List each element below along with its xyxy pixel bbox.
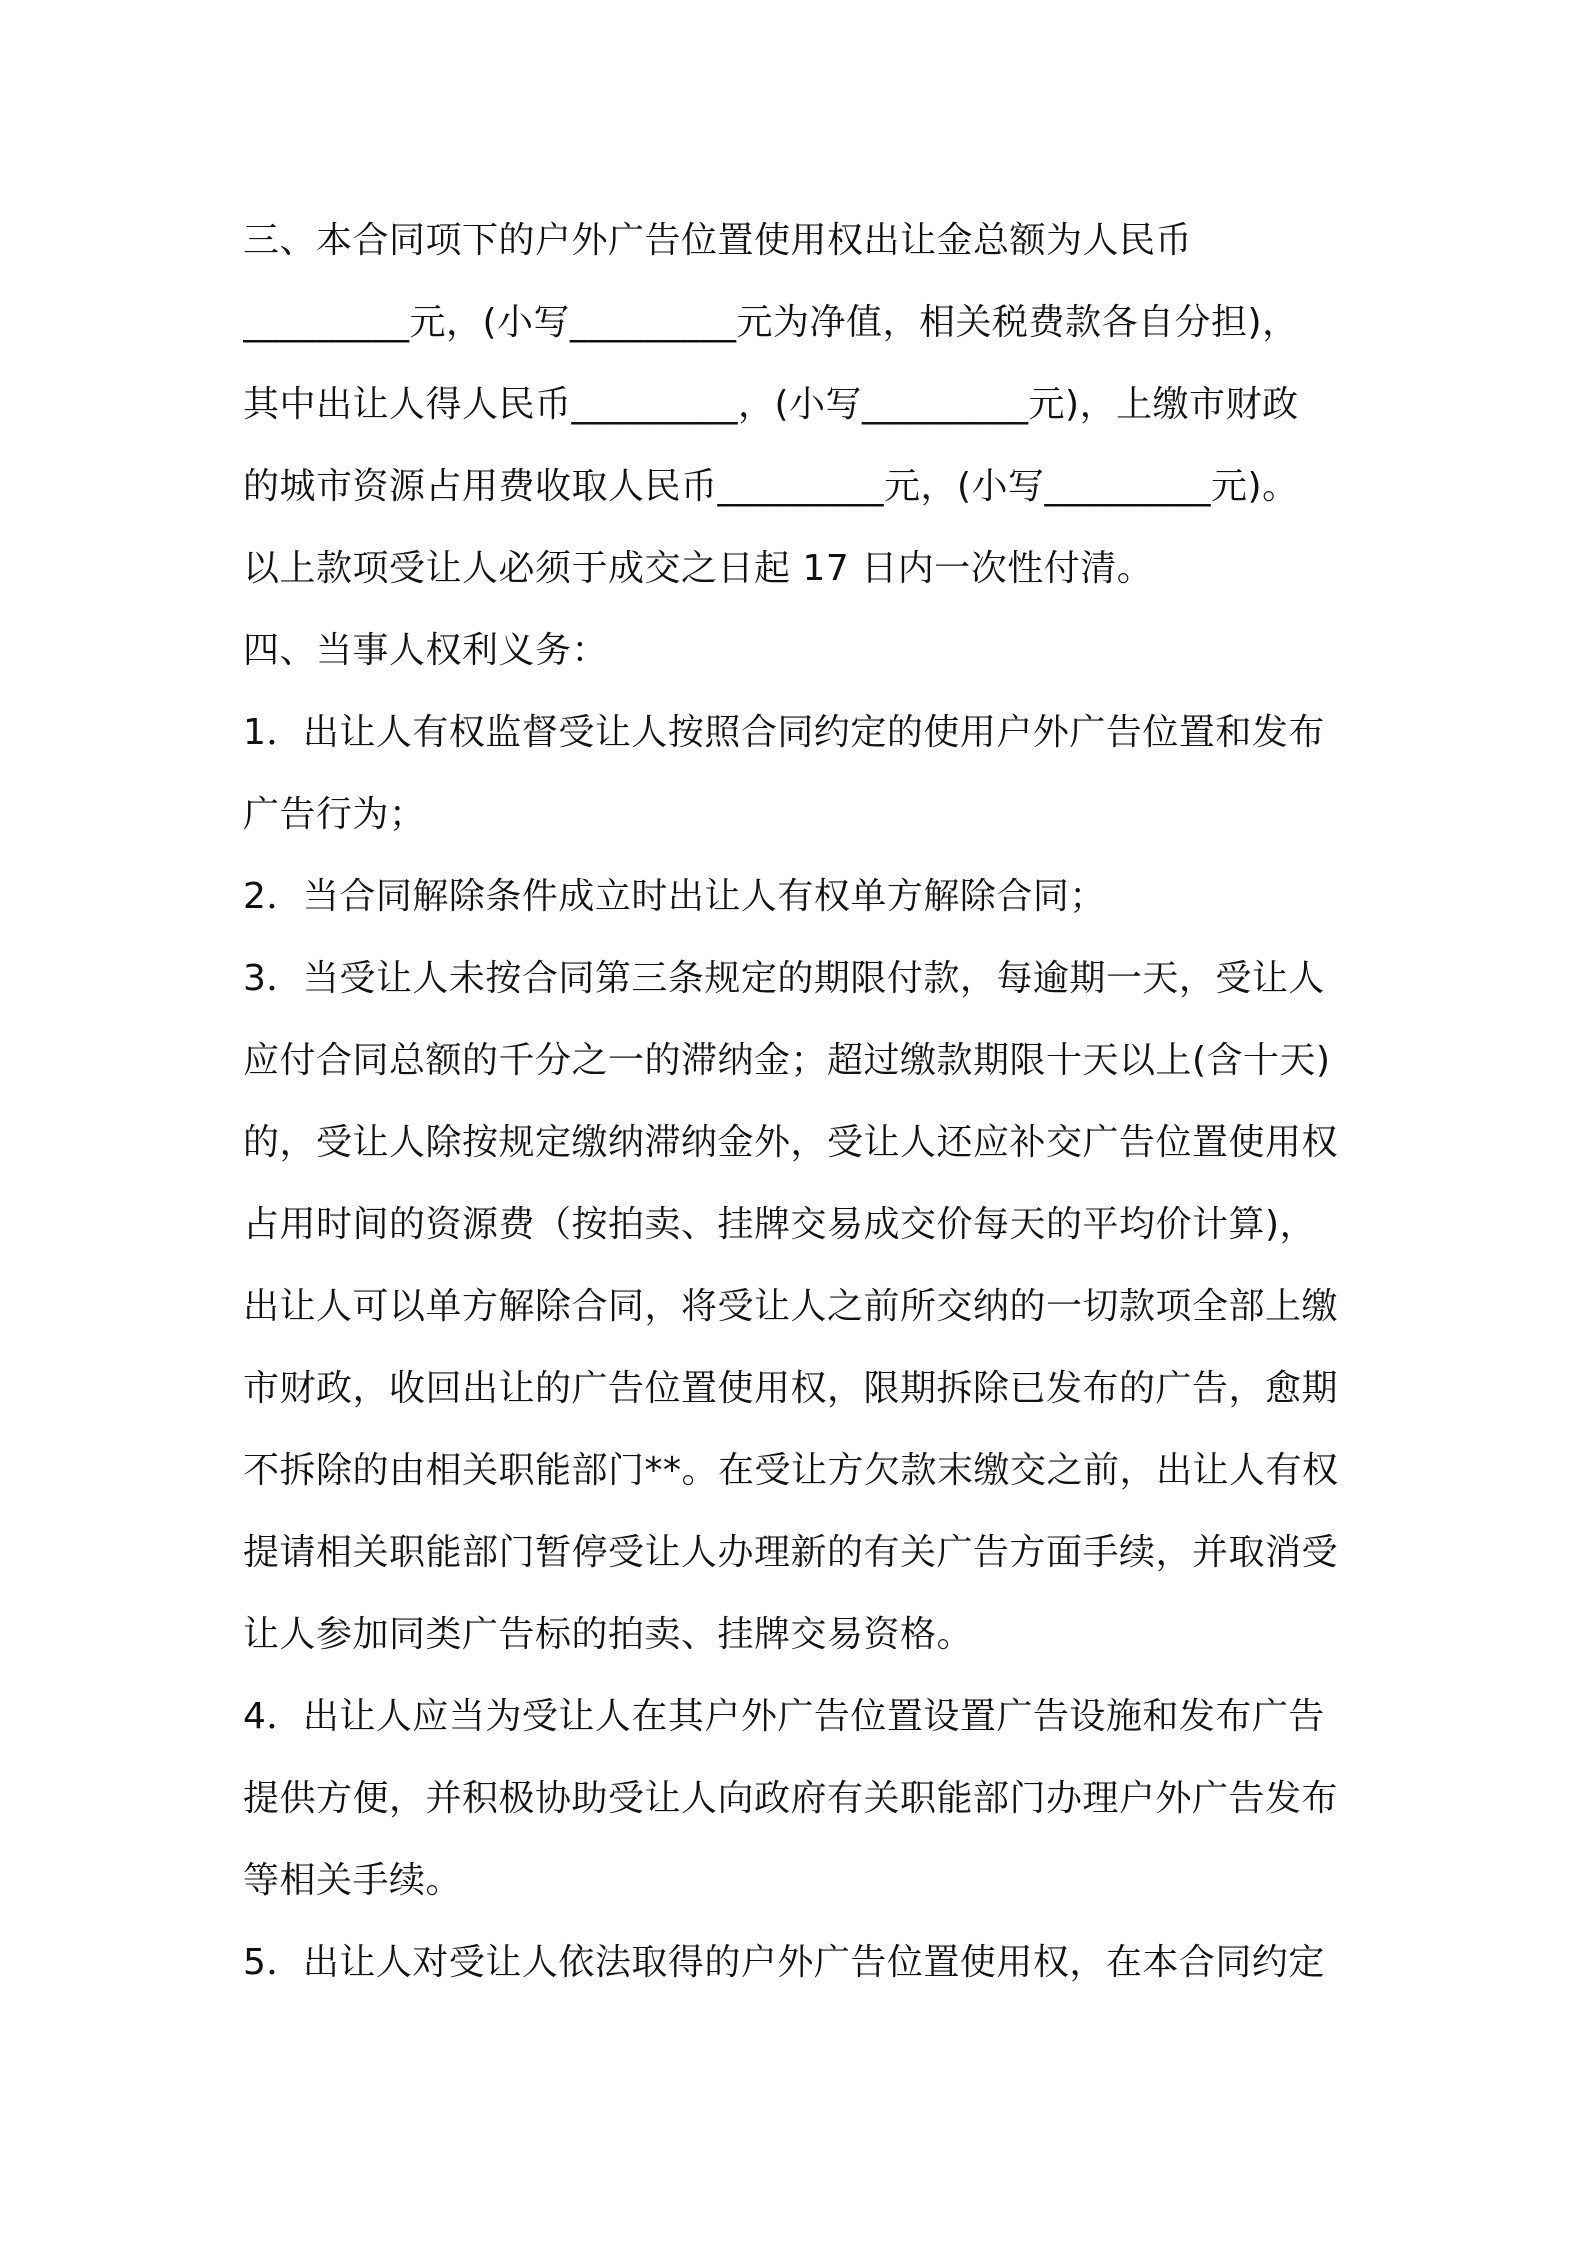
document-line: _________元，(小写_________元为净值，相关税费款各自分担)， bbox=[243, 302, 1299, 343]
document-line: 等相关手续。 bbox=[243, 1860, 463, 1901]
section-heading: 四、当事人权利义务： bbox=[243, 630, 609, 671]
document-line: 三、本合同项下的户外广告位置使用权出让金总额为人民币 bbox=[243, 220, 1193, 261]
document-line: 2．当合同解除条件成立时出让人有权单方解除合同； bbox=[243, 876, 1106, 917]
document-line: 1．出让人有权监督受让人按照合同约定的使用户外广告位置和发布 bbox=[243, 712, 1325, 753]
document-line: 3．当受让人未按合同第三条规定的期限付款，每逾期一天，受让人 bbox=[243, 958, 1325, 999]
document-line: 应付合同总额的千分之一的滞纳金；超过缴款期限十天以上(含十天) bbox=[243, 1040, 1331, 1081]
document-line: 4．出让人应当为受让人在其户外广告位置设置广告设施和发布广告 bbox=[243, 1696, 1325, 1737]
document-line: 的城市资源占用费收取人民币_________元，(小写_________元)。 bbox=[243, 466, 1299, 507]
document-line: 提供方便，并积极协助受让人向政府有关职能部门办理户外广告发布 bbox=[243, 1778, 1339, 1819]
document-line: 其中出让人得人民币_________，(小写_________元)，上缴市财政 bbox=[243, 384, 1299, 425]
document-line: 不拆除的由相关职能部门**。在受让方欠款末缴交之前，出让人有权 bbox=[243, 1450, 1339, 1491]
document-line: 以上款项受让人必须于成交之日起 17 日内一次性付清。 bbox=[243, 548, 1154, 589]
document-line: 的，受让人除按规定缴纳滞纳金外，受让人还应补交广告位置使用权 bbox=[243, 1122, 1339, 1163]
document-line: 让人参加同类广告标的拍卖、挂牌交易资格。 bbox=[243, 1614, 974, 1655]
document-line: 广告行为； bbox=[243, 794, 426, 835]
document-line: 5．出让人对受让人依法取得的户外广告位置使用权，在本合同约定 bbox=[243, 1942, 1325, 1983]
document-line: 市财政，收回出让的广告位置使用权，限期拆除已发布的广告，愈期 bbox=[243, 1368, 1339, 1409]
document-line: 提请相关职能部门暂停受让人办理新的有关广告方面手续，并取消受 bbox=[243, 1532, 1339, 1573]
document-line: 占用时间的资源费（按拍卖、挂牌交易成交价每天的平均价计算)， bbox=[243, 1204, 1317, 1245]
document-page bbox=[243, 200, 1353, 2004]
document-line: 出让人可以单方解除合同，将受让人之前所交纳的一切款项全部上缴 bbox=[243, 1286, 1339, 1327]
